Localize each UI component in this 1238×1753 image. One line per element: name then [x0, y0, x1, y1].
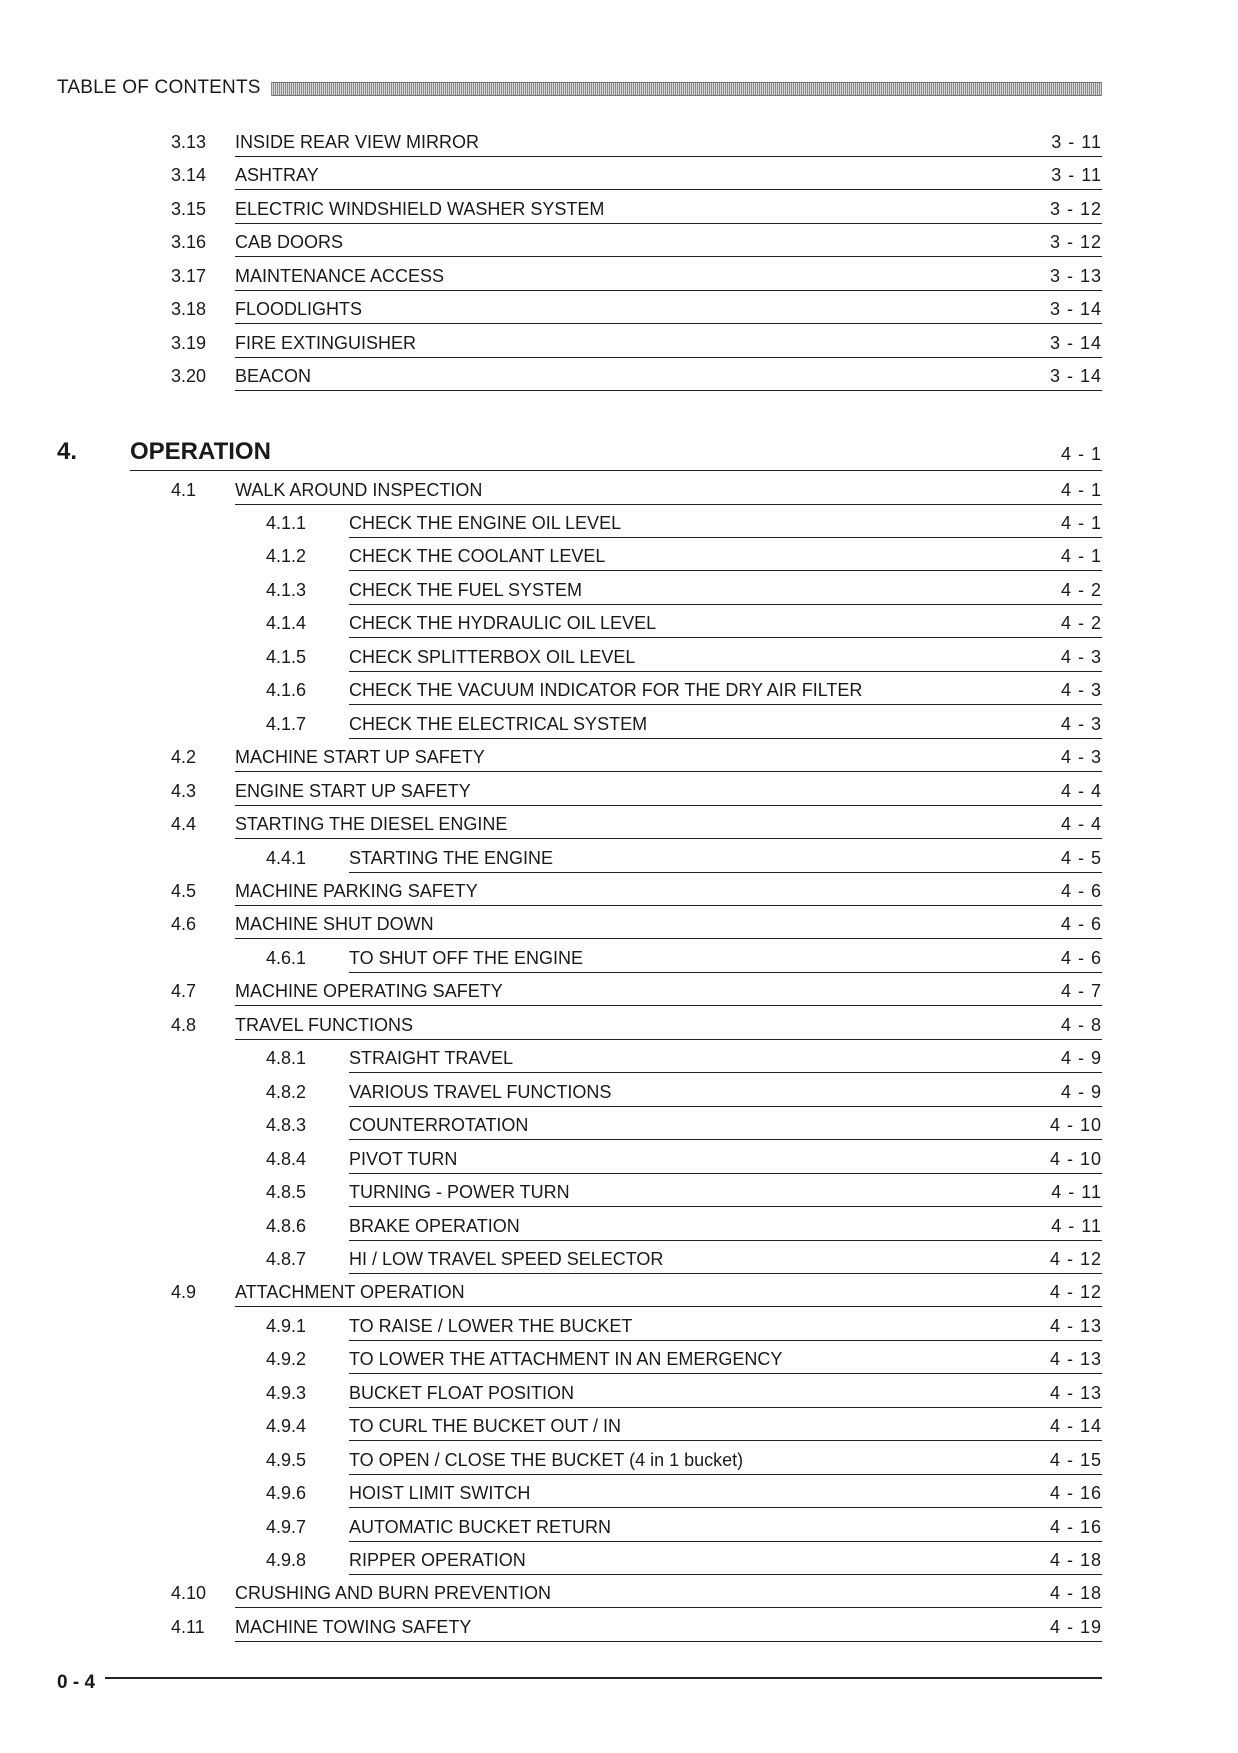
toc-entry-page: 3 - 14 — [1049, 299, 1102, 319]
toc-entry-title: BRAKE OPERATION — [349, 1216, 520, 1236]
toc-entry-number: 3.15 — [171, 199, 207, 219]
toc-entry-number: 4.10 — [171, 1583, 207, 1603]
toc-entry-title: VARIOUS TRAVEL FUNCTIONS — [349, 1082, 612, 1102]
toc-entry[interactable] — [171, 194, 1102, 226]
toc-entry-title-row — [235, 328, 1102, 358]
toc-entry-title: TO OPEN / CLOSE THE BUCKET (4 in 1 bucket) — [349, 1450, 744, 1470]
toc-entry-number: 4.1.7 — [266, 714, 307, 734]
toc-entry-page: 4 - 3 — [1060, 680, 1102, 700]
toc-entry-page: 4 - 9 — [1060, 1048, 1102, 1068]
toc-entry-title-row — [349, 1043, 1102, 1073]
toc-entry[interactable] — [266, 575, 1102, 607]
toc-entry-number: 4.8.6 — [266, 1216, 307, 1236]
toc-entry-number: 4.1.1 — [266, 513, 307, 533]
toc-entry-title-row — [349, 1545, 1102, 1575]
toc-entry[interactable] — [171, 294, 1102, 326]
toc-entry-title: ELECTRIC WINDSHIELD WASHER SYSTEM — [235, 199, 605, 219]
toc-entry-title: ASHTRAY — [235, 165, 319, 185]
toc-entry-title: ENGINE START UP SAFETY — [235, 781, 471, 801]
toc-entry-title-row — [349, 1512, 1102, 1542]
toc-entry-number: 4.4.1 — [266, 848, 307, 868]
toc-entry-page: 4 - 14 — [1049, 1416, 1102, 1436]
toc-entry-title-row — [349, 608, 1102, 638]
toc-entry-title-row — [235, 160, 1102, 190]
toc-entry-title-row — [349, 642, 1102, 672]
toc-entry[interactable] — [171, 1277, 1102, 1309]
toc-entry-number: 3.20 — [171, 366, 207, 386]
toc-entry-number: 4.7 — [171, 981, 197, 1001]
toc-entry-title: MAINTENANCE ACCESS — [235, 266, 445, 286]
toc-entry-number: 4.9.5 — [266, 1450, 307, 1470]
toc-entry-title: MACHINE START UP SAFETY — [235, 747, 485, 767]
toc-entry[interactable] — [266, 1043, 1102, 1075]
toc-entry-page: 4 - 16 — [1049, 1483, 1102, 1503]
toc-entry-page: 4 - 13 — [1049, 1316, 1102, 1336]
toc-entry-title: HI / LOW TRAVEL SPEED SELECTOR — [349, 1249, 664, 1269]
toc-entry-title: FLOODLIGHTS — [235, 299, 363, 319]
footer-rule — [105, 1677, 1102, 1679]
toc-entry-title: BEACON — [235, 366, 312, 386]
toc-entry[interactable] — [266, 709, 1102, 741]
toc-entry-title-row — [235, 1010, 1102, 1040]
toc-entry-number: 4.9.2 — [266, 1349, 307, 1369]
toc-entry-page: 4 - 18 — [1049, 1550, 1102, 1570]
toc-entry-page: 4 - 11 — [1051, 1182, 1102, 1202]
toc-entry-title-row — [349, 1211, 1102, 1241]
toc-entry[interactable] — [266, 608, 1102, 640]
toc-entry[interactable] — [266, 1378, 1102, 1410]
toc-entry[interactable] — [266, 843, 1102, 875]
toc-entry-title-row — [349, 843, 1102, 873]
toc-entry-number: 4.11 — [171, 1617, 205, 1637]
toc-entry[interactable] — [171, 809, 1102, 841]
toc-entry-page: 4 - 2 — [1060, 613, 1102, 633]
toc-entry-title-row — [349, 1411, 1102, 1441]
toc-entry[interactable] — [266, 1311, 1102, 1343]
toc-entry-number: 4.5 — [171, 881, 197, 901]
toc-entry-title: CHECK THE VACUUM INDICATOR FOR THE DRY AIR FILTER — [349, 680, 863, 700]
toc-entry-page: 4 - 13 — [1049, 1349, 1102, 1369]
toc-entry-number: 4.2 — [171, 747, 197, 767]
header-title: TABLE OF CONTENTS — [57, 77, 261, 98]
toc-entry-title: RIPPER OPERATION — [349, 1550, 526, 1570]
toc-entry[interactable] — [266, 675, 1102, 707]
page-footer — [57, 1668, 1102, 1698]
toc-entry-title: CAB DOORS — [235, 232, 344, 252]
toc-entry-title: ATTACHMENT OPERATION — [235, 1282, 465, 1302]
toc-entry-title-row — [235, 261, 1102, 291]
toc-entry-title: CHECK THE COOLANT LEVEL — [349, 546, 606, 566]
toc-entry-page: 4 - 19 — [1049, 1617, 1102, 1637]
toc-entry[interactable] — [266, 1545, 1102, 1577]
toc-entry-title-row — [349, 575, 1102, 605]
toc-entry-number: 4.9.1 — [266, 1316, 307, 1336]
toc-entry-title: TO CURL THE BUCKET OUT / IN — [349, 1416, 622, 1436]
toc-entry-page: 3 - 11 — [1051, 165, 1102, 185]
toc-entry-number: 4.3 — [171, 781, 197, 801]
toc-entry-number: 3.16 — [171, 232, 207, 252]
toc-entry-title-row — [235, 294, 1102, 324]
toc-entry-number: 4.1.5 — [266, 647, 307, 667]
toc-entry-title: CHECK SPLITTERBOX OIL LEVEL — [349, 647, 636, 667]
toc-entry[interactable] — [266, 1177, 1102, 1209]
toc-entry-number: 4.1.4 — [266, 613, 307, 633]
footer-page-number: 0 - 4 — [57, 1672, 96, 1693]
toc-entry-number: 4.1.6 — [266, 680, 307, 700]
toc-entry-title: CHECK THE FUEL SYSTEM — [349, 580, 583, 600]
toc-entry-page: 4 - 1 — [1060, 444, 1102, 464]
toc-entry[interactable] — [266, 1445, 1102, 1477]
toc-entry-number: 3.19 — [171, 333, 207, 353]
toc-entry-title-row — [349, 943, 1102, 973]
toc-entry-title: CHECK THE ELECTRICAL SYSTEM — [349, 714, 648, 734]
toc-entry-title-row — [349, 1311, 1102, 1341]
toc-entry-title-row — [235, 1612, 1102, 1642]
toc-entry-title: TO LOWER THE ATTACHMENT IN AN EMERGENCY — [349, 1349, 783, 1369]
toc-entry-title-row — [235, 776, 1102, 806]
toc-entry-number: 4.8.2 — [266, 1082, 307, 1102]
toc-entry-title: FIRE EXTINGUISHER — [235, 333, 417, 353]
toc-entry-number: 4.9 — [171, 1282, 197, 1302]
toc-entry-page: 4 - 8 — [1060, 1015, 1102, 1035]
toc-entry-page: 4 - 3 — [1060, 714, 1102, 734]
toc-entry-page: 3 - 14 — [1049, 366, 1102, 386]
toc-entry-number: 4.9.7 — [266, 1517, 307, 1537]
toc-entry-title: MACHINE PARKING SAFETY — [235, 881, 478, 901]
toc-entry[interactable] — [266, 1077, 1102, 1109]
toc-entry-page: 4 - 10 — [1049, 1149, 1102, 1169]
toc-entry-title: MACHINE SHUT DOWN — [235, 914, 434, 934]
toc-entry[interactable] — [171, 909, 1102, 941]
toc-entry-title-row — [130, 435, 1102, 471]
toc-entry-title-row — [235, 1277, 1102, 1307]
toc-entry[interactable] — [171, 1612, 1102, 1644]
toc-entry-title: BUCKET FLOAT POSITION — [349, 1383, 575, 1403]
toc-entry-number: 4. — [57, 438, 78, 465]
toc-entry[interactable] — [171, 127, 1102, 159]
toc-entry-page: 4 - 15 — [1049, 1450, 1102, 1470]
toc-entry[interactable] — [171, 742, 1102, 774]
toc-entry-page: 4 - 1 — [1060, 513, 1102, 533]
toc-entry-number: 4.8.3 — [266, 1115, 307, 1135]
toc-entry-title: COUNTERROTATION — [349, 1115, 529, 1135]
toc-entry-number: 3.13 — [171, 132, 207, 152]
toc-entry-page: 4 - 10 — [1049, 1115, 1102, 1135]
toc-entry-page: 4 - 1 — [1060, 480, 1102, 500]
toc-entry-number: 4.6 — [171, 914, 197, 934]
toc-entry[interactable] — [266, 508, 1102, 540]
toc-entry-title-row — [235, 909, 1102, 939]
toc-entry-page: 4 - 6 — [1060, 881, 1102, 901]
toc-entry-page: 4 - 11 — [1051, 1216, 1102, 1236]
toc-entry-page: 4 - 6 — [1060, 948, 1102, 968]
toc-entry-title-row — [349, 1244, 1102, 1274]
toc-entry-page: 4 - 9 — [1060, 1082, 1102, 1102]
toc-entry-number: 4.6.1 — [266, 948, 307, 968]
toc-entry[interactable] — [266, 1211, 1102, 1243]
toc-entry-page: 4 - 12 — [1049, 1249, 1102, 1269]
toc-entry[interactable] — [266, 642, 1102, 674]
toc-entry-number: 4.9.8 — [266, 1550, 307, 1570]
toc-entry[interactable] — [266, 1478, 1102, 1510]
toc-entry[interactable] — [171, 328, 1102, 360]
toc-entry-title-row — [235, 194, 1102, 224]
toc-entry-title-row — [235, 475, 1102, 505]
toc-entry-title: MACHINE OPERATING SAFETY — [235, 981, 503, 1001]
toc-entry[interactable] — [171, 776, 1102, 808]
toc-entry-title-row — [349, 1478, 1102, 1508]
toc-entry-title-row — [235, 1578, 1102, 1608]
toc-entry-title: WALK AROUND INSPECTION — [235, 480, 483, 500]
toc-entry-page: 4 - 1 — [1060, 546, 1102, 566]
toc-entry[interactable] — [266, 1411, 1102, 1443]
toc-entry[interactable] — [171, 1578, 1102, 1610]
toc-entry[interactable] — [171, 261, 1102, 293]
toc-entry-page: 4 - 16 — [1049, 1517, 1102, 1537]
toc-entry-title: AUTOMATIC BUCKET RETURN — [349, 1517, 612, 1537]
toc-entry-title-row — [349, 709, 1102, 739]
toc-entry[interactable] — [266, 1512, 1102, 1544]
toc-entry-title-row — [349, 1177, 1102, 1207]
toc-entry-number: 4.4 — [171, 814, 197, 834]
toc-entry-number: 4.8.1 — [266, 1048, 307, 1068]
toc-entry[interactable] — [266, 1344, 1102, 1376]
toc-entry-title: CHECK THE HYDRAULIC OIL LEVEL — [349, 613, 657, 633]
toc-entry-number: 3.17 — [171, 266, 207, 286]
toc-entry-title-row — [235, 809, 1102, 839]
toc-entry-title: TURNING - POWER TURN — [349, 1182, 570, 1202]
toc-entry-number: 4.8.7 — [266, 1249, 307, 1269]
toc-entry[interactable] — [171, 227, 1102, 259]
toc-entry-title-row — [349, 1445, 1102, 1475]
toc-entry-title: CHECK THE ENGINE OIL LEVEL — [349, 513, 622, 533]
toc-entry-page: 4 - 13 — [1049, 1383, 1102, 1403]
toc-entry[interactable] — [171, 475, 1102, 507]
toc-entry[interactable] — [266, 1244, 1102, 1276]
toc-entry-page: 4 - 12 — [1049, 1282, 1102, 1302]
toc-entry[interactable] — [266, 1110, 1102, 1142]
toc-entry-page: 4 - 3 — [1060, 647, 1102, 667]
toc-entry-title: STARTING THE ENGINE — [349, 848, 554, 868]
toc-entry-page: 4 - 18 — [1049, 1583, 1102, 1603]
toc-entry-title: STARTING THE DIESEL ENGINE — [235, 814, 508, 834]
toc-entry-number: 3.18 — [171, 299, 207, 319]
toc-entry-title: TO SHUT OFF THE ENGINE — [349, 948, 584, 968]
toc-entry-number: 4.8.4 — [266, 1149, 307, 1169]
toc-entry-title-row — [349, 1144, 1102, 1174]
toc-entry-title-row — [235, 361, 1102, 391]
toc-entry-number: 4.1.3 — [266, 580, 307, 600]
toc-entry-number: 4.8 — [171, 1015, 197, 1035]
toc-entry-page: 4 - 4 — [1060, 814, 1102, 834]
toc-entry-title: MACHINE TOWING SAFETY — [235, 1617, 472, 1637]
toc-entry[interactable] — [266, 1144, 1102, 1176]
toc-entry-page: 3 - 12 — [1049, 199, 1102, 219]
toc-entry-title: STRAIGHT TRAVEL — [349, 1048, 514, 1068]
toc-entry-title: PIVOT TURN — [349, 1149, 458, 1169]
toc-entry-title: TRAVEL FUNCTIONS — [235, 1015, 414, 1035]
toc-entry-number: 4.8.5 — [266, 1182, 307, 1202]
toc-entry-number: 4.9.6 — [266, 1483, 307, 1503]
toc-entry-page: 4 - 5 — [1060, 848, 1102, 868]
toc-chapter[interactable] — [57, 435, 1102, 467]
toc-entry-page: 3 - 11 — [1051, 132, 1102, 152]
toc-entry-title-row — [349, 508, 1102, 538]
toc-entry-title-row — [349, 1378, 1102, 1408]
toc-entry[interactable] — [266, 943, 1102, 975]
toc-entry-page: 4 - 7 — [1060, 981, 1102, 1001]
toc-entry-title: CRUSHING AND BURN PREVENTION — [235, 1583, 552, 1603]
toc-entry[interactable] — [171, 1010, 1102, 1042]
toc-entry-number: 4.9.3 — [266, 1383, 307, 1403]
toc-entry-page: 4 - 4 — [1060, 781, 1102, 801]
toc-entry-number: 4.9.4 — [266, 1416, 307, 1436]
toc-entry[interactable] — [266, 541, 1102, 573]
toc-entry[interactable] — [171, 160, 1102, 192]
toc-entry-page: 4 - 6 — [1060, 914, 1102, 934]
toc-entry-page: 3 - 13 — [1049, 266, 1102, 286]
toc-entry-title: INSIDE REAR VIEW MIRROR — [235, 132, 480, 152]
toc-entry-title-row — [349, 1110, 1102, 1140]
toc-entry-title: OPERATION — [130, 438, 271, 465]
toc-entry-title-row — [235, 742, 1102, 772]
toc-entry-title-row — [349, 541, 1102, 571]
toc-entry[interactable] — [171, 361, 1102, 393]
toc-entry-title-row — [349, 675, 1102, 705]
toc-entry-title: TO RAISE / LOWER THE BUCKET — [349, 1316, 633, 1336]
toc-entry-page: 3 - 14 — [1049, 333, 1102, 353]
toc-entry-page: 4 - 3 — [1060, 747, 1102, 767]
toc-entry-title-row — [349, 1344, 1102, 1374]
toc-entry[interactable] — [171, 876, 1102, 908]
toc-entry-page: 4 - 2 — [1060, 580, 1102, 600]
toc-entry-title-row — [235, 227, 1102, 257]
toc-entry-page: 3 - 12 — [1049, 232, 1102, 252]
toc-entry-number: 3.14 — [171, 165, 207, 185]
toc-entry-title-row — [235, 876, 1102, 906]
toc-entry-title: HOIST LIMIT SWITCH — [349, 1483, 531, 1503]
toc-entry-title-row — [235, 976, 1102, 1006]
toc-entry-title-row — [349, 1077, 1102, 1107]
toc-entry[interactable] — [171, 976, 1102, 1008]
toc-entry-number: 4.1.2 — [266, 546, 307, 566]
toc-entry-title-row — [235, 127, 1102, 157]
toc-entry-number: 4.1 — [171, 480, 197, 500]
